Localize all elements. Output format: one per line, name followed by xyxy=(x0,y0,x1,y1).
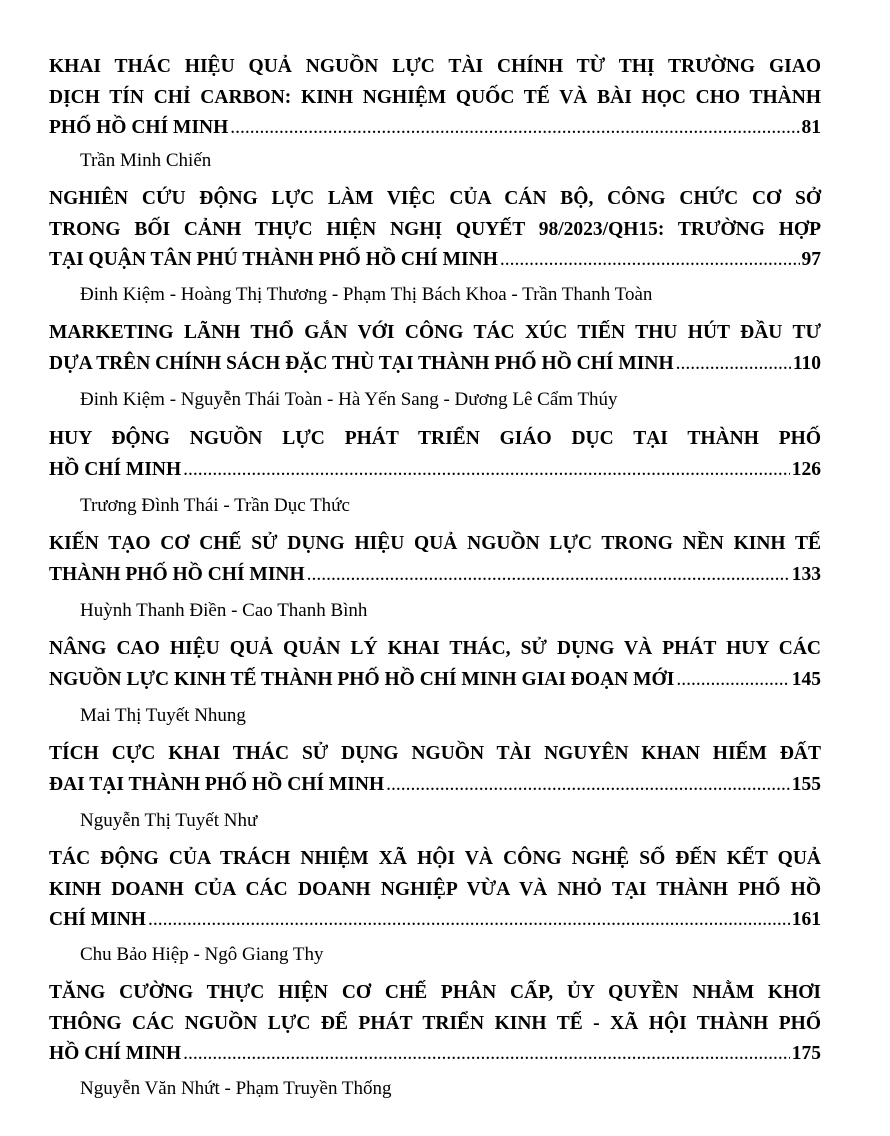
toc-title-line: NGUỒN LỰC KINH TẾ THÀNH PHỐ HỒ CHÍ MINH GIAI ĐOẠN MỚI xyxy=(49,668,675,690)
toc-title-line: PHỐ HỒ CHÍ MINH xyxy=(49,117,229,138)
toc-title-line: TÁC ĐỘNG CỦA TRÁCH NHIỆM XÃ HỘI VÀ CÔNG NGHỆ SỐ ĐẾN KẾT QUẢ xyxy=(49,848,821,869)
toc-title-line: NÂNG CAO HIỆU QUẢ QUẢN LÝ KHAI THÁC, SỬ DỤNG VÀ PHÁT HUY CÁC xyxy=(49,638,821,659)
dot-leader xyxy=(183,455,790,486)
toc-title-last-line xyxy=(49,113,821,144)
page-number: 155 xyxy=(791,773,821,795)
toc-title-line: THÔNG CÁC NGUỒN LỰC ĐỂ PHÁT TRIỂN KINH TẾ - XÃ HỘI THÀNH PHỐ xyxy=(49,1012,821,1034)
toc-title-line: TÍCH CỰC KHAI THÁC SỬ DỤNG NGUỒN TÀI NGUYÊN KHAN HIẾM ĐẤT xyxy=(49,743,821,764)
toc-author: Đinh Kiệm - Nguyễn Thái Toàn - Hà Yến Sang - Dương Lê Cẩm Thúy xyxy=(80,389,618,410)
toc-entry xyxy=(49,529,821,590)
toc-author: Trần Minh Chiến xyxy=(80,150,212,171)
dot-leader xyxy=(386,770,790,801)
toc-title-line: TĂNG CƯỜNG THỰC HIỆN CƠ CHẾ PHÂN CẤP, ỦY QUYỀN NHẰM KHƠI xyxy=(49,982,821,1003)
toc-entry xyxy=(49,739,821,800)
toc-title-line: DỰA TRÊN CHÍNH SÁCH ĐẶC THÙ TẠI THÀNH PHỐ HỒ CHÍ MINH xyxy=(49,352,674,374)
toc-author: Nguyễn Thị Tuyết Như xyxy=(80,810,258,831)
toc-title-line: CHÍ MINH xyxy=(49,909,146,930)
toc-author: Mai Thị Tuyết Nhung xyxy=(80,705,246,726)
toc-entry xyxy=(49,184,821,276)
toc-title-line: KHAI THÁC HIỆU QUẢ NGUỒN LỰC TÀI CHÍNH TỪ THỊ TRƯỜNG GIAO xyxy=(49,56,821,77)
toc-title-line: NGHIÊN CỨU ĐỘNG LỰC LÀM VIỆC CỦA CÁN BỘ, CÔNG CHỨC CƠ SỞ xyxy=(49,188,821,209)
toc-author: Trương Đình Thái - Trần Dục Thức xyxy=(80,495,350,516)
toc-title-line: MARKETING LÃNH THỔ GẮN VỚI CÔNG TÁC XÚC TIẾN THU HÚT ĐẦU TƯ xyxy=(49,322,821,343)
dot-leader xyxy=(676,349,791,380)
toc-title-line: DỊCH TÍN CHỈ CARBON: KINH NGHIỆM QUỐC TẾ VÀ BÀI HỌC CHO THÀNH xyxy=(49,86,821,108)
toc-entry xyxy=(49,978,821,1070)
toc-author: Nguyễn Văn Nhứt - Phạm Truyền Thống xyxy=(80,1078,392,1099)
toc-title-last-line xyxy=(49,245,821,276)
toc-author: Huỳnh Thanh Điền - Cao Thanh Bình xyxy=(80,600,368,621)
toc-entry xyxy=(49,844,821,936)
dot-leader xyxy=(500,245,800,276)
toc-title-last-line xyxy=(49,455,821,486)
page-number: 81 xyxy=(801,117,821,138)
toc-entry xyxy=(49,318,821,379)
page-number: 175 xyxy=(791,1043,821,1064)
dot-leader xyxy=(230,113,799,144)
toc-title-last-line xyxy=(49,905,821,936)
toc-title-last-line xyxy=(49,770,821,801)
page-number: 133 xyxy=(791,563,821,585)
toc-title-last-line xyxy=(49,1039,821,1070)
toc-author: Chu Bảo Hiệp - Ngô Giang Thy xyxy=(80,944,324,965)
toc-title-line: THÀNH PHỐ HỒ CHÍ MINH xyxy=(49,563,305,585)
page-number: 126 xyxy=(791,458,821,480)
toc-title-line: KIẾN TẠO CƠ CHẾ SỬ DỤNG HIỆU QUẢ NGUỒN LỰC TRONG NỀN KINH TẾ xyxy=(49,533,821,554)
dot-leader xyxy=(148,905,790,936)
toc-title-line: TẠI QUẬN TÂN PHÚ THÀNH PHỐ HỒ CHÍ MINH xyxy=(49,249,498,270)
toc-title-line: HUY ĐỘNG NGUỒN LỰC PHÁT TRIỂN GIÁO DỤC TẠI THÀNH PHỐ xyxy=(49,428,821,449)
toc-entry xyxy=(49,52,821,144)
toc-entry xyxy=(49,634,821,695)
page-number: 97 xyxy=(801,249,821,270)
dot-leader xyxy=(307,560,790,591)
dot-leader xyxy=(676,665,789,696)
toc-author: Đinh Kiệm - Hoàng Thị Thương - Phạm Thị Bách Khoa - Trần Thanh Toàn xyxy=(80,284,653,305)
toc-title-last-line xyxy=(49,560,821,591)
page-number: 110 xyxy=(792,352,821,374)
page-number: 161 xyxy=(791,909,821,930)
toc-title-last-line xyxy=(49,665,821,696)
toc-title-line: TRONG BỐI CẢNH THỰC HIỆN NGHỊ QUYẾT 98/2023/QH15: TRƯỜNG HỢP xyxy=(49,218,821,240)
toc-title-line: HỒ CHÍ MINH xyxy=(49,458,182,480)
toc-title-last-line xyxy=(49,349,821,380)
dot-leader xyxy=(183,1039,790,1070)
toc-title-line: HỒ CHÍ MINH xyxy=(49,1043,182,1064)
toc-title-line: ĐAI TẠI THÀNH PHỐ HỒ CHÍ MINH xyxy=(49,773,385,795)
toc-entry xyxy=(49,424,821,485)
toc-title-line: KINH DOANH CỦA CÁC DOANH NGHIỆP VỪA VÀ NHỎ TẠI THÀNH PHỐ HỒ xyxy=(49,878,821,900)
page-number: 145 xyxy=(791,668,821,690)
